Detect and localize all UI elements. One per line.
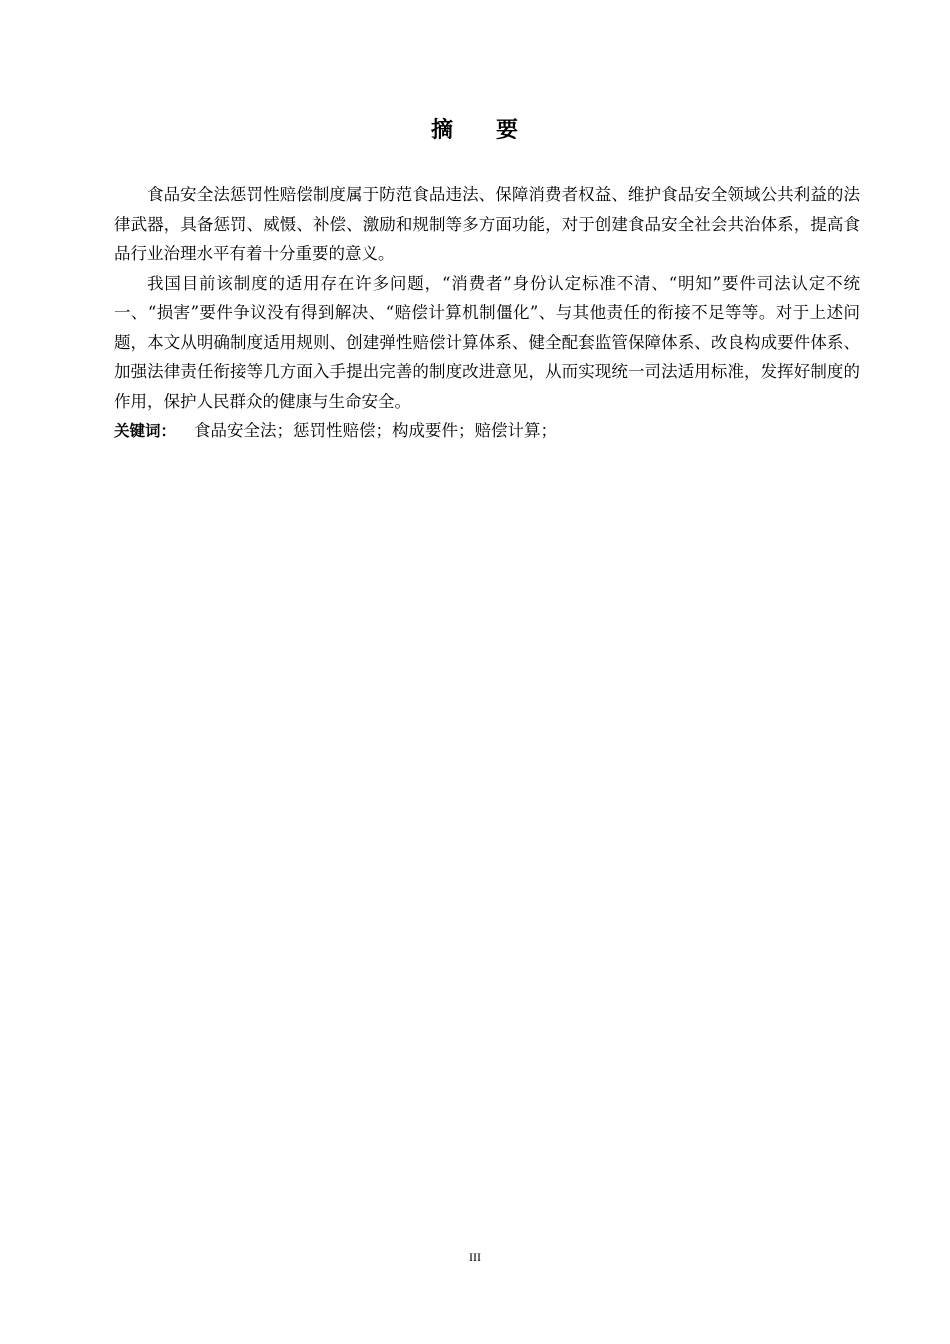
keywords-label: 关键词： <box>114 422 177 440</box>
page-number: III <box>469 1250 481 1264</box>
keywords-text: 食品安全法；惩罚性赔偿；构成要件；赔偿计算； <box>194 421 558 440</box>
heading-char-2: 要 <box>496 118 520 143</box>
abstract-body <box>114 180 860 447</box>
heading-char-1: 摘 <box>430 118 454 143</box>
abstract-paragraph-1: 食品安全法惩罚性赔偿制度属于防范食品违法、保障消费者权益、维护食品安全领域公共利益的法律武器，具备惩罚、威慑、补偿、激励和规制等多方面功能，对于创建食品安全社会共治体系，提高食品行业治理水平有着十分重要的意义。 <box>114 185 860 263</box>
keywords-line <box>114 416 860 447</box>
abstract-paragraph-2: 我国目前该制度的适用存在许多问题，“消费者”身份认定标准不清、“明知”要件司法认定不统一、“损害”要件争议没有得到解决、“赔偿计算机制僵化”、与其他责任的衔接不足等等。对于上述问题，本文从明确制度适用规则、创建弹性赔偿计算体系、健全配套监管保障体系、改良构成要件体系、加强法律责任衔接等几方面入手提出完善的制度改进意见，从而实现统一司法适用标准，发挥好制度的作用，保护人民群众的健康与生命安全。 <box>114 273 860 411</box>
abstract-heading <box>0 114 950 148</box>
